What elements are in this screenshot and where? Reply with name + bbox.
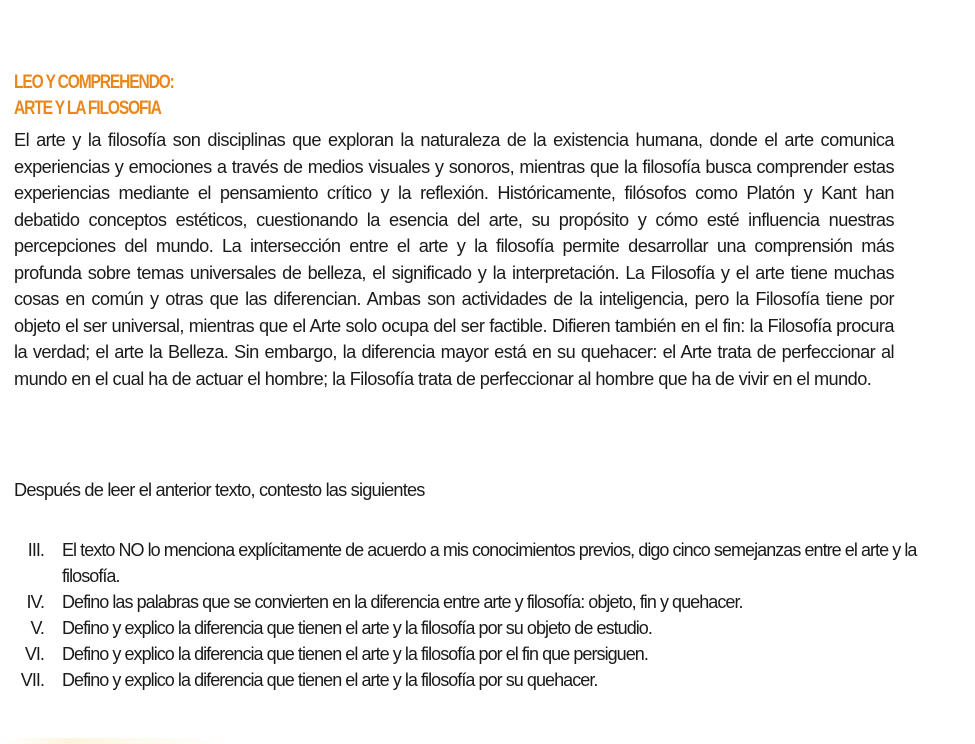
- question-text: El texto NO lo menciona explícitamente de acuerdo a mis conocimientos previos, digo cinco semejanzas entre el arte y la filosofía.: [62, 540, 917, 586]
- question-text: Defino las palabras que se convierten en la diferencia entre arte y filosofía: objeto, fin y quehacer.: [62, 592, 743, 612]
- question-item: [0, 667, 975, 693]
- question-number: III.: [27, 540, 44, 560]
- reading-paragraph: El arte y la filosofía son disciplinas que exploran la naturaleza de la existencia humana, donde el arte comunica experiencias y emociones a través de medios visuales y sonoros, mientras que la filosofía busca comprender estas experiencias mediante el pensamiento crítico y la reflexión. Históricamente, filósofos como Platón y Kant han debatido conceptos estéticos, cuestionando la esencia del arte, su propósito y cómo esté influencia nuestras percepciones del mundo. La intersección entre el arte y la filosofía permite desarrollar una comprensión más profunda sobre temas universales de belleza, el significado y la interpretación. La Filosofía y el arte tiene muchas cosas en común y otras que las diferencian. Ambas son actividades de la inteligencia, pero la Filosofía tiene por objeto el ser universal, mientras que el Arte solo ocupa del ser factible. Difieren también en el fin: la Filosofía procura la verdad; el arte la Belleza. Sin embargo, la diferencia mayor está en su quehacer: el Arte trata de perfeccionar al mundo en el cual ha de actuar el hombre; la Filosofía trata de perfeccionar al hombre que ha de vivir en el mundo.: [14, 130, 894, 389]
- question-list: [0, 537, 975, 693]
- question-text: Defino y explico la diferencia que tienen el arte y la filosofía por su quehacer.: [62, 670, 598, 690]
- question-number: VI.: [24, 644, 44, 664]
- question-item: [0, 641, 975, 667]
- bottom-edge-smudge: [0, 738, 230, 744]
- question-item: [0, 615, 975, 641]
- question-item: [0, 589, 975, 615]
- question-text: Defino y explico la diferencia que tienen el arte y la filosofía por el fin que persiguen.: [62, 644, 648, 664]
- heading-title: LEO Y COMPREHENDO:: [14, 72, 174, 93]
- question-item: [0, 537, 975, 589]
- question-number: V.: [30, 618, 44, 638]
- question-number: VII.: [20, 670, 44, 690]
- question-text: Defino y explico la diferencia que tienen el arte y la filosofía por su objeto de estudio.: [62, 618, 652, 638]
- question-number: IV.: [26, 592, 44, 612]
- heading-subtitle: ARTE Y LA FILOSOFIA: [14, 98, 161, 119]
- instructions-intro: Después de leer el anterior texto, contesto las siguientes: [14, 480, 425, 500]
